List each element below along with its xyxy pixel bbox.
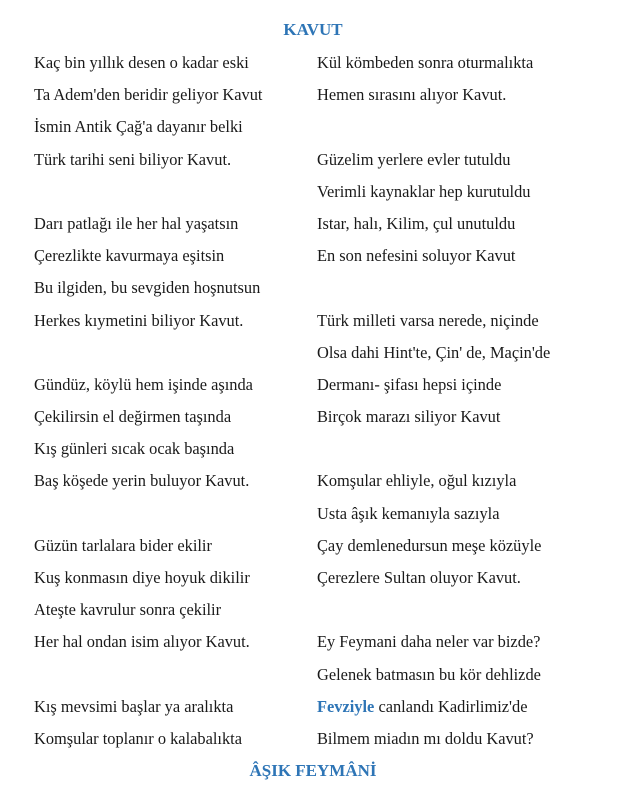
poem-author: ÂŞIK FEYMÂNİ: [249, 761, 377, 780]
poem-line: Çekilirsin el değirmen taşında: [34, 407, 232, 427]
poem-left-column: [34, 51, 314, 759]
stanza-gap: [317, 598, 622, 630]
poem-line: Çerezlere Sultan oluyor Kavut.: [317, 568, 521, 587]
poem-line: Ta Adem'den beridir geliyor Kavut: [34, 85, 263, 105]
poem-line: Bilmem miadın mı doldu Kavut?: [317, 728, 534, 748]
poem-line: Hemen sırasını alıyor Kavut.: [317, 85, 507, 105]
poem-line: Herkes kıymetini biliyor Kavut.: [34, 310, 244, 330]
poem-line: Gündüz, köylü hem işinde aşında: [34, 374, 253, 394]
stanza-gap: [317, 276, 622, 308]
poem-line: Komşular toplanır o kalabalıkta: [34, 728, 243, 748]
poem-line: Dermanı- şifası hepsi içinde: [317, 374, 502, 394]
poem-line: Baş köşede yerin buluyor Kavut.: [34, 471, 250, 491]
poem-line: Kış mevsimi başlar ya aralıkta: [34, 696, 234, 716]
poem-line: Kuş konmasın diye hoyuk dikilir: [34, 568, 250, 587]
poem-line: En son nefesini soluyor Kavut: [317, 246, 516, 266]
stanza-gap: [317, 437, 622, 469]
poem-line: Usta âşık kemanıyla sazıyla: [317, 503, 500, 523]
poem-line: Türk milleti varsa nerede, niçinde: [317, 310, 539, 330]
poem-line: Güzün tarlalara bider ekilir: [34, 535, 212, 555]
poem-line: Komşular ehliyle, oğul kızıyla: [317, 471, 517, 491]
poem-title: KAVUT: [283, 20, 343, 39]
stanza-gap: [34, 341, 314, 373]
poem-line: Ey Feymani daha neler var bizde?: [317, 632, 541, 652]
poem-right-column: [317, 51, 622, 759]
poem-line: [317, 695, 622, 727]
highlighted-name: Fevziyle: [317, 696, 375, 716]
poem-line: Türk tarihi seni biliyor Kavut.: [34, 149, 232, 169]
poem-line: Kaç bin yıllık desen o kadar eski: [34, 53, 249, 72]
poem-line: Birçok marazı siliyor Kavut: [317, 407, 501, 427]
poem-line: Olsa dahi Hint'te, Çin' de, Maçin'de: [317, 342, 551, 362]
poem-line: İsmin Antik Çağ'a dayanır belki: [34, 117, 243, 137]
poem-line: Çay demlenedursun meşe közüyle: [317, 535, 542, 555]
poem-line: Bu ilgiden, bu sevgiden hoşnutsun: [34, 278, 261, 298]
poem-line-text: canlandı Kadirlimiz'de: [374, 696, 528, 716]
stanza-gap: [34, 502, 314, 534]
stanza-gap: [34, 663, 314, 695]
poem-line: Istar, halı, Kilim, çul unutuldu: [317, 213, 516, 233]
poem-line: Kış günleri sıcak ocak başında: [34, 439, 235, 459]
poem-line: Gelenek batmasın bu kör dehlizde: [317, 664, 541, 684]
poem-line: Çerezlikte kavurmaya eşitsin: [34, 246, 225, 266]
poem-line: Güzelim yerlere evler tutuldu: [317, 149, 511, 169]
poem-line: Kül kömbeden sonra oturmalıkta: [317, 53, 534, 72]
poem-line: Ateşte kavrulur sonra çekilir: [34, 600, 222, 620]
poem-line: Her hal ondan isim alıyor Kavut.: [34, 632, 250, 652]
poem-line: Darı patlağı ile her hal yaşatsın: [34, 213, 239, 233]
stanza-gap: [317, 115, 622, 147]
poem-line: Verimli kaynaklar hep kurutuldu: [317, 181, 531, 201]
stanza-gap: [34, 180, 314, 212]
